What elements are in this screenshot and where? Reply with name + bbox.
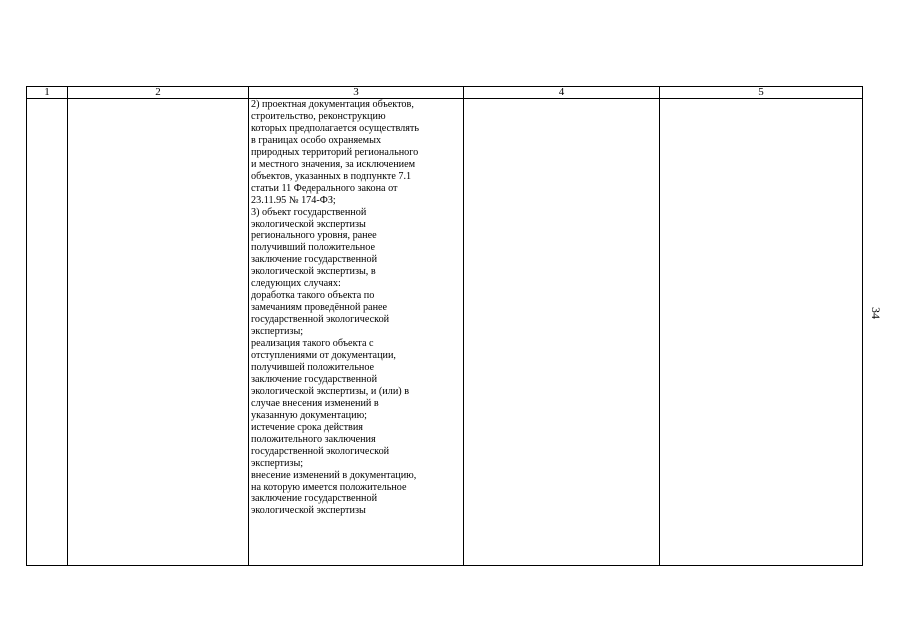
text-line: получивший положительное [251, 242, 375, 254]
text-line: экологической экспертизы [251, 505, 366, 517]
cell-col-1 [27, 99, 68, 566]
text-line: в границах особо охраняемых [251, 134, 382, 146]
text-line: отступлениями от документации, [251, 350, 396, 362]
text-line: государственной экологической [251, 445, 390, 457]
header-cell-4: 4 [464, 87, 660, 99]
text-line: указанную документацию; [251, 409, 368, 421]
text-line: регионального уровня, ранее [251, 230, 377, 242]
text-line: положительного заключения [251, 433, 376, 445]
page-number: 34 [869, 307, 883, 319]
table-row [27, 99, 863, 566]
header-row [27, 87, 863, 99]
text-line: заключение государственной [251, 373, 378, 385]
text-line: строительство, реконструкцию [251, 110, 386, 122]
header-cell-5: 5 [660, 87, 863, 99]
header-cell-3: 3 [249, 87, 464, 99]
cell-col-5 [660, 99, 863, 566]
text-line: которых предполагается осуществлять [251, 122, 420, 134]
text-line: объектов, указанных в подпункте 7.1 [251, 170, 412, 182]
text-line: замечаниям проведённой ранее [251, 302, 388, 314]
text-line: реализация такого объекта с [251, 338, 374, 350]
cell-col-2 [68, 99, 249, 566]
text-line: 23.11.95 № 174-ФЗ; [251, 194, 336, 206]
text-line: природных территорий регионального [251, 146, 419, 158]
text-line: государственной экологической [251, 314, 390, 326]
text-line: заключение государственной [251, 493, 378, 505]
text-line: и местного значения, за исключением [251, 158, 416, 170]
text-line: 2) проектная документация объектов, [251, 99, 414, 110]
text-line: 3) объект государственной [251, 206, 367, 218]
text-line: статьи 11 Федерального закона от [251, 182, 398, 194]
text-line: получившей положительное [251, 361, 375, 373]
header-cell-2: 2 [68, 87, 249, 99]
text-line: истечение срока действия [251, 421, 363, 433]
text-line: следующих случаях: [251, 278, 341, 290]
text-line: заключение государственной [251, 254, 378, 266]
text-line: доработка такого объекта по [251, 290, 375, 302]
cell-col-3-text [249, 99, 463, 517]
data-table [26, 86, 863, 566]
text-line: экологической экспертизы, и (или) в [251, 385, 410, 397]
header-cell-1: 1 [27, 87, 68, 99]
text-line: случае внесения изменений в [251, 397, 379, 409]
cell-col-4 [464, 99, 660, 566]
text-line: экспертизы; [251, 326, 304, 338]
text-line: внесение изменений в документацию, [251, 469, 417, 481]
text-line: на которую имеется положительное [251, 481, 407, 493]
text-line: экологической экспертизы [251, 218, 366, 230]
cell-col-3 [249, 99, 464, 566]
text-line: экспертизы; [251, 457, 304, 469]
text-line: экологической экспертизы, в [251, 266, 376, 278]
